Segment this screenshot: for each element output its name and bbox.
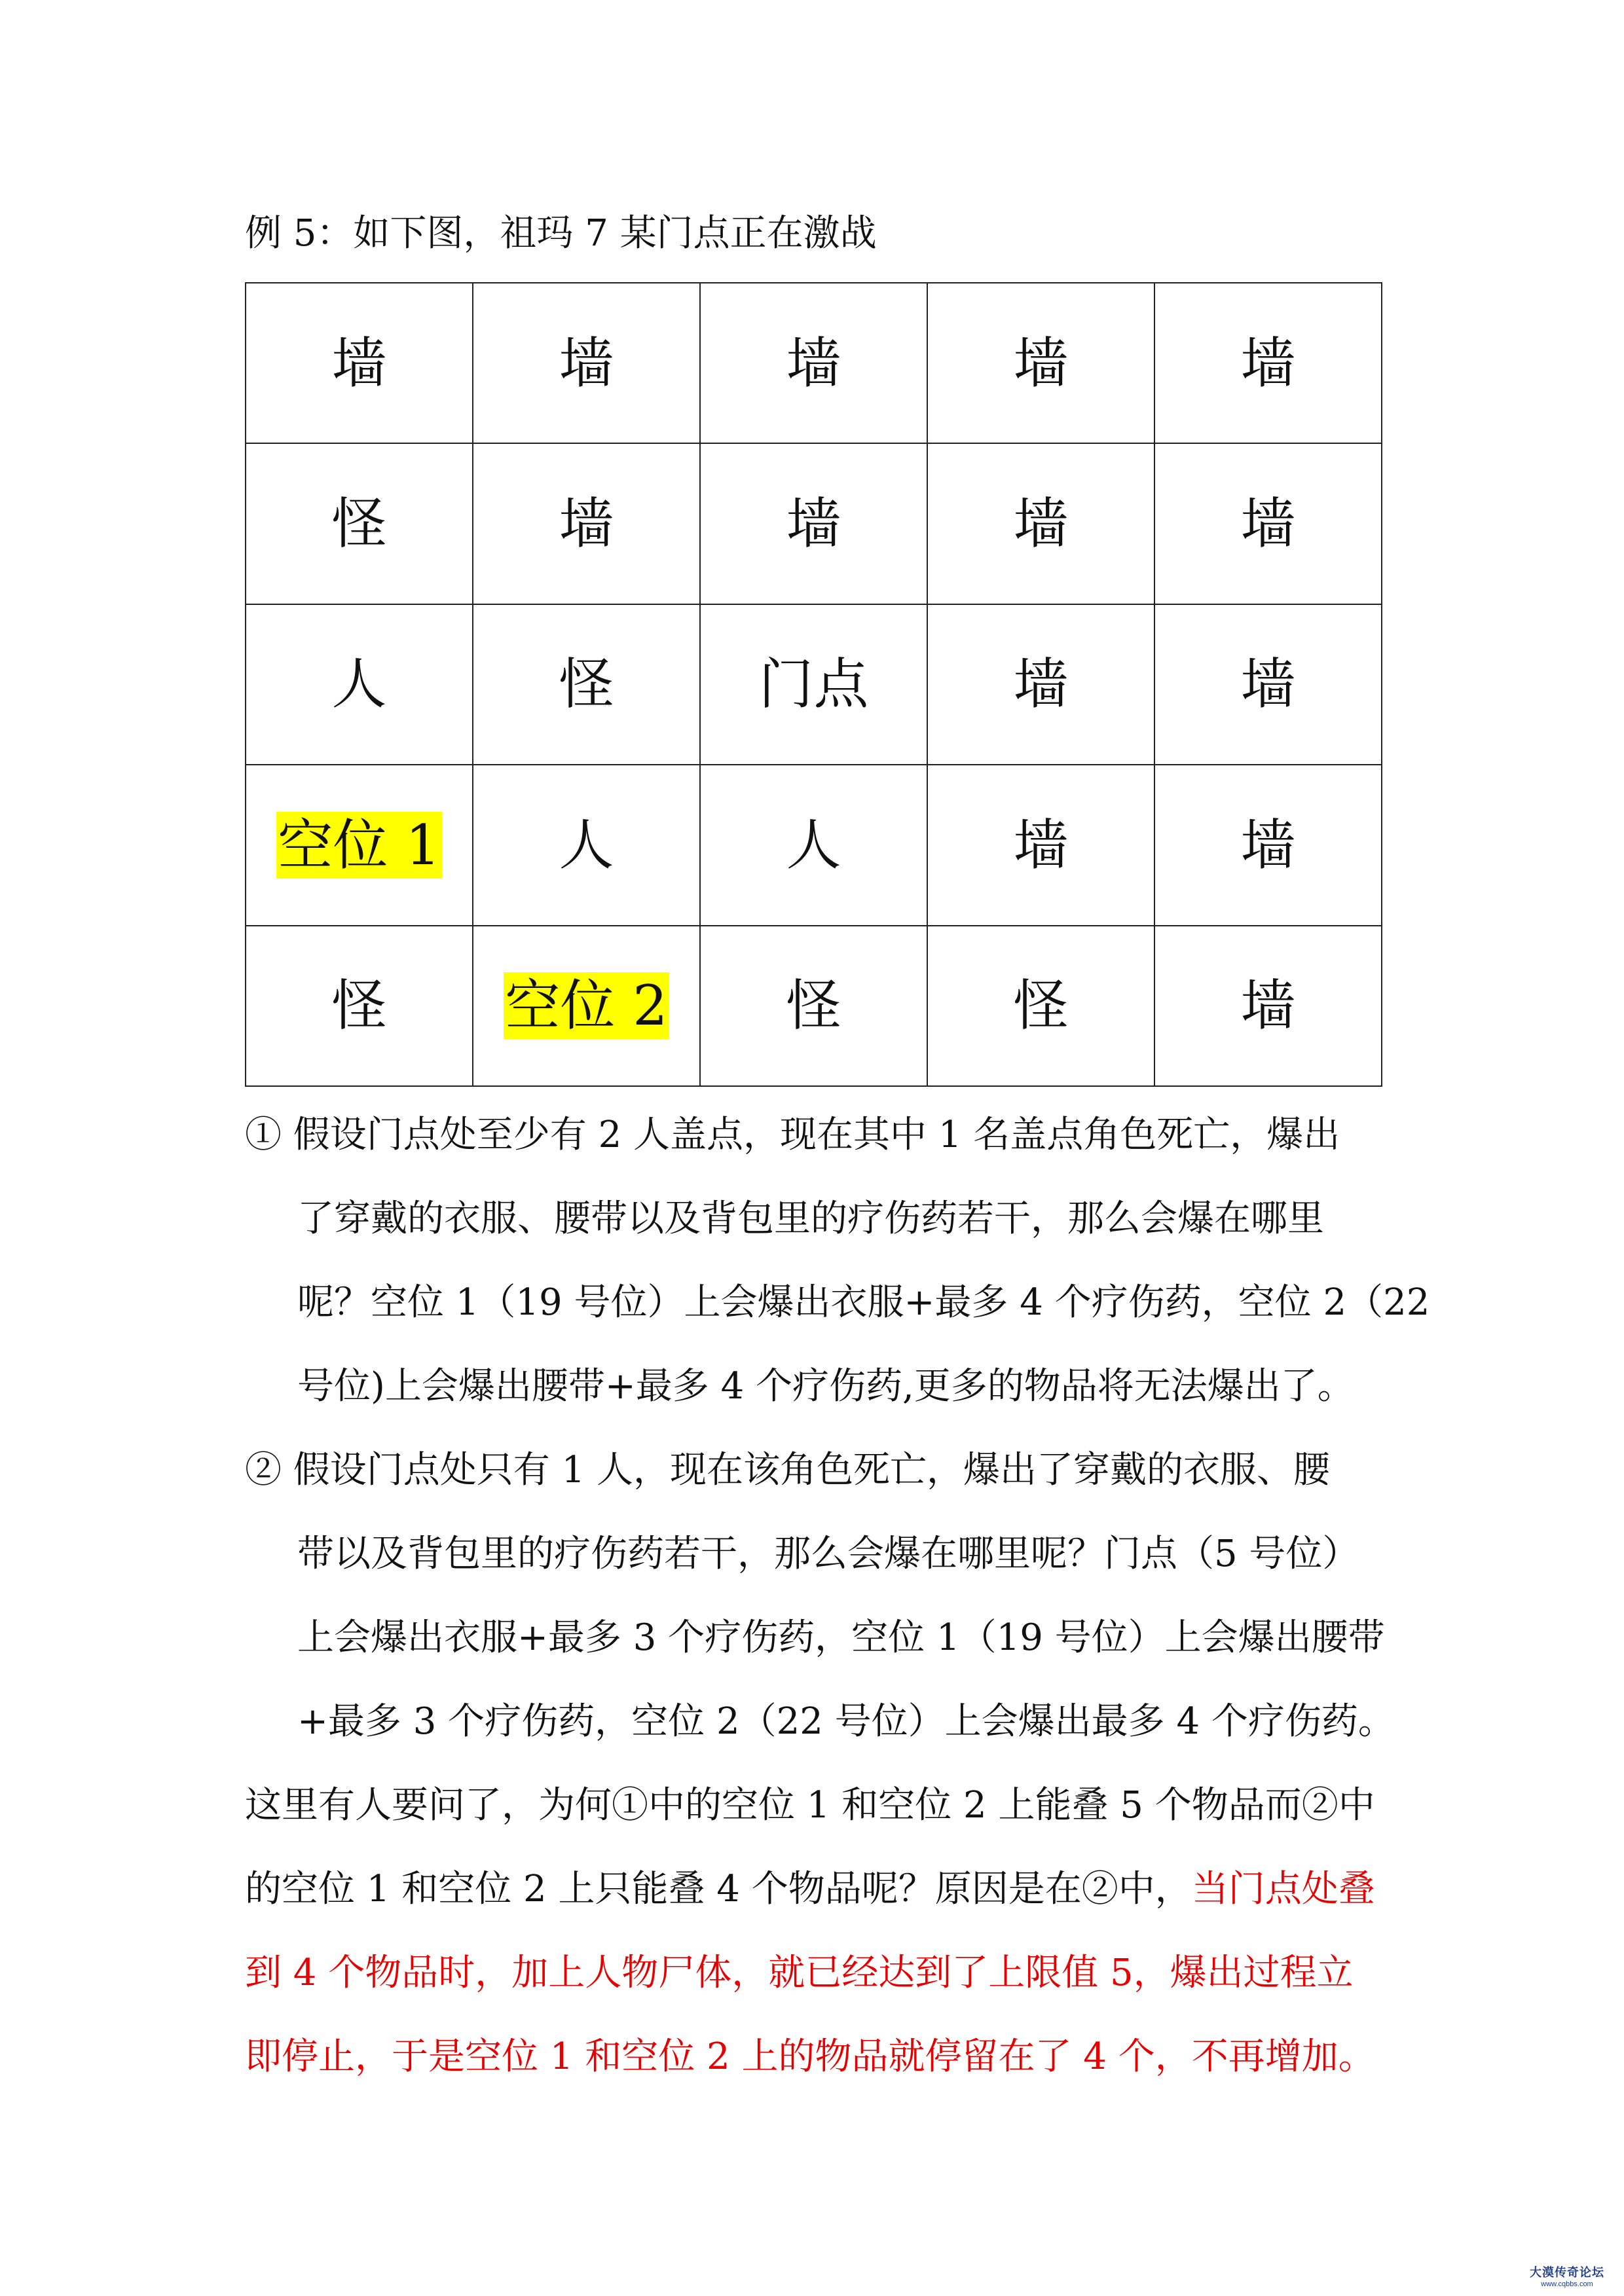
explanation-line [245,1848,1382,1931]
grid-cell [927,283,1154,443]
grid-cell [473,604,700,765]
grid-cell-label: 墙 [1240,652,1296,717]
grid-cell-label: 墙 [1013,812,1069,877]
grid-cell-label: 怪 [1013,974,1069,1038]
grid-cell [700,604,927,765]
map-grid [245,282,1382,1087]
grid-cell [1154,765,1382,925]
case-2-line: +最多 3 个疗伤药，空位 2（22 号位）上会爆出最多 4 个疗伤药。 [297,1700,1395,1743]
grid-cell [473,926,700,1086]
case-2-line: 带以及背包里的疗伤药若干，那么会爆在哪里呢？门点（5 号位） [297,1533,1359,1575]
case-2-paragraph [245,1429,1395,1764]
grid-row [246,604,1382,765]
explanation-highlight-line: 到 4 个物品时，加上人物尸体，就已经达到了上限值 5，爆出过程立 [245,1952,1354,1994]
watermark-url: www.cqbbs.com [1541,2280,1593,2288]
grid-cell [927,765,1154,925]
grid-cell [1154,604,1382,765]
grid-cell-label: 墙 [786,331,841,395]
grid-cell-label: 墙 [786,492,841,556]
watermark-title: 大漠传奇论坛 [1530,2266,1604,2279]
grid-cell [246,926,473,1086]
explanation-text: 的空位 1 和空位 2 上只能叠 4 个物品呢？原因是在②中， [245,1868,1192,1910]
explanation-line: 这里有人要问了，为何①中的空位 1 和空位 2 上能叠 5 个物品而②中 [245,1784,1375,1827]
grid-cell-label: 人 [559,812,614,877]
grid-cell-label: 怪 [331,974,387,1038]
grid-cell-label: 人 [331,652,387,717]
grid-cell-label: 空位 2 [505,974,668,1038]
grid-cell-label: 墙 [1013,492,1069,556]
grid-row [246,283,1382,443]
case-1-line: ① 假设门点处至少有 2 人盖点，现在其中 1 名盖点角色死亡，爆出 [245,1114,1340,1156]
grid-cell [700,283,927,443]
grid-cell-label: 墙 [1240,331,1296,395]
site-watermark [1518,2263,1616,2288]
case-1-line: 了穿戴的衣服、腰带以及背包里的疗伤药若干，那么会爆在哪里 [297,1197,1324,1240]
grid-cell [246,443,473,604]
grid-row [246,443,1382,604]
case-1-line: 号位)上会爆出腰带+最多 4 个疗伤药,更多的物品将无法爆出了。 [297,1365,1354,1408]
grid-cell [246,604,473,765]
grid-cell-label: 人 [786,812,841,877]
grid-cell [927,443,1154,604]
grid-cell [1154,926,1382,1086]
explanation-paragraph [245,1764,1382,2099]
case-2-line: ② 假设门点处只有 1 人，现在该角色死亡，爆出了穿戴的衣服、腰 [245,1449,1331,1491]
grid-cell [473,765,700,925]
grid-cell-label: 怪 [331,492,387,556]
grid-cell-label: 墙 [1240,812,1296,877]
grid-cell [927,604,1154,765]
grid-cell-label: 墙 [559,492,614,556]
grid-cell-label: 墙 [1013,331,1069,395]
case-1-line: 呢？空位 1（19 号位）上会爆出衣服+最多 4 个疗伤药，空位 2（22 [297,1281,1430,1324]
grid-cell [927,926,1154,1086]
grid-cell-label: 墙 [1013,652,1069,717]
grid-cell-label: 怪 [559,652,614,717]
grid-cell [700,443,927,604]
explanation-highlight-line: 即停止，于是空位 1 和空位 2 上的物品就停留在了 4 个，不再增加。 [245,2035,1375,2078]
grid-cell-label: 墙 [559,331,614,395]
grid-cell [246,765,473,925]
grid-cell [700,926,927,1086]
example-heading: 例 5：如下图，祖玛 7 某门点正在激战 [245,212,877,255]
grid-cell-label: 墙 [1240,974,1296,1038]
grid-cell [700,765,927,925]
grid-cell [1154,443,1382,604]
grid-cell [473,283,700,443]
grid-row [246,926,1382,1086]
grid-cell-label: 怪 [786,974,841,1038]
grid-cell-label: 门点 [758,652,869,717]
explanation-highlight: 当门点处叠 [1191,1868,1375,1910]
case-1-paragraph [245,1093,1430,1429]
grid-cell-label: 墙 [331,331,387,395]
grid-cell-label: 墙 [1240,492,1296,556]
grid-cell [246,283,473,443]
grid-cell-label: 空位 1 [278,812,441,877]
grid-cell [473,443,700,604]
case-2-line: 上会爆出衣服+最多 3 个疗伤药，空位 1（19 号位）上会爆出腰带 [297,1616,1385,1659]
grid-cell [1154,283,1382,443]
grid-row [246,765,1382,925]
map-grid-body [246,283,1382,1086]
